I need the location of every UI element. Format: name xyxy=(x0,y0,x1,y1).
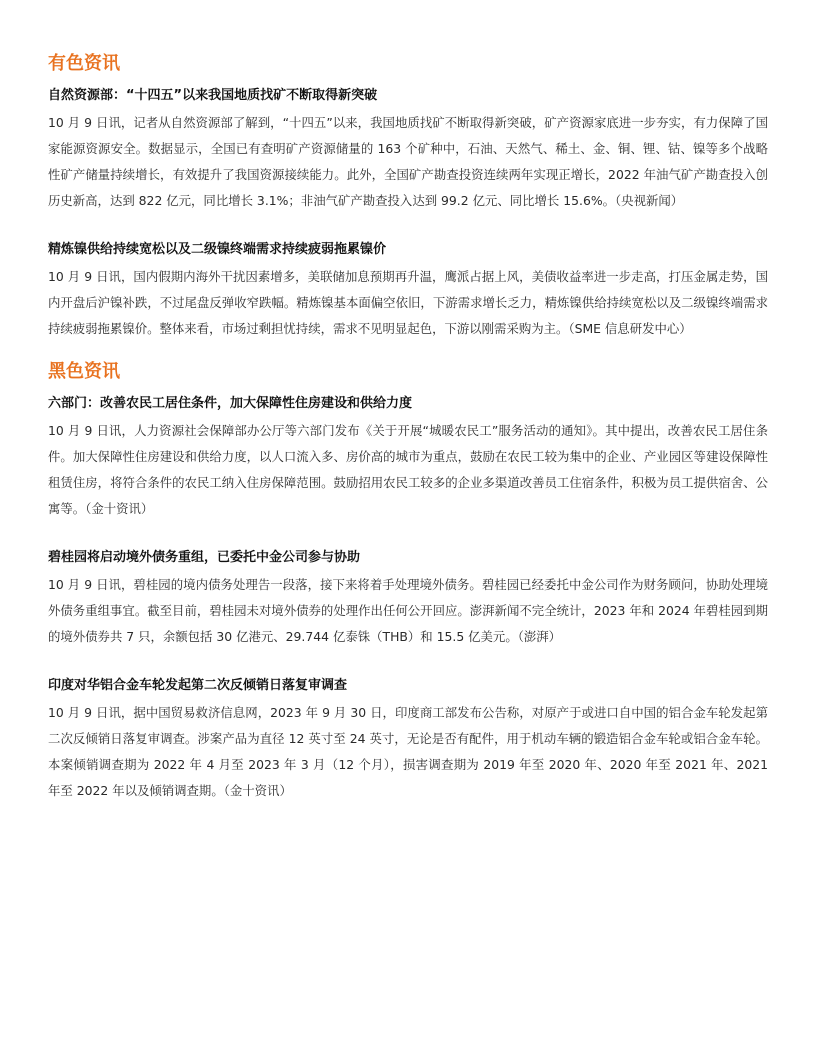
section-title-nonferrous: 有色资讯 xyxy=(48,53,120,74)
article-india-antidumping xyxy=(48,676,768,804)
article-migrant-housing xyxy=(48,394,768,522)
article-title: 六部门：改善农民工居住条件，加大保障性住房建设和供给力度 xyxy=(48,396,413,411)
article-title: 自然资源部：“十四五”以来我国地质找矿不断取得新突破 xyxy=(48,88,378,103)
spacer xyxy=(48,650,768,676)
article-body: 10 月 9 日讯，人力资源社会保障部办公厅等六部门发布《关于开展“城暖农民工”服务活动的通知》。其中提出，改善农民工居住条件。加大保障性住房建设和供给力度，以人口流入多、房价高的城市为重点，鼓励在农民工较为集中的企业、产业园区等建设保障性租赁住房，将符合条件的农民工纳入住房保障范围。鼓励招用农民工较多的企业多渠道改善员工住宿条件，积极为员工提供宿舍、公寓等。（金十资讯） xyxy=(48,423,768,516)
article-title: 碧桂园将启动境外债务重组，已委托中金公司参与协助 xyxy=(48,550,361,565)
article-title: 精炼镍供给持续宽松以及二级镍终端需求持续疲弱拖累镍价 xyxy=(48,242,387,257)
spacer xyxy=(48,214,768,240)
article-title: 印度对华铝合金车轮发起第二次反倾销日落复审调查 xyxy=(48,678,348,693)
spacer xyxy=(48,522,768,548)
article-body: 10 月 9 日讯，记者从自然资源部了解到，“十四五”以来，我国地质找矿不断取得新突破，矿产资源家底进一步夯实，有力保障了国家能源资源安全。数据显示，全国已有查明矿产资源储量的 163 个矿种中，石油、天然气、稀土、金、铜、锂、钴、镍等多个战略性矿产储量持续增长，有效提升了我国资源接续能力。此外，全国矿产勘查投资连续两年实现正增长，2022 年油气矿产勘查投入创历史新高，达到 822 亿元，同比增长 3.1%；非油气矿产勘查投入达到 99.2 亿元、同比增长 15.6%。（央视新闻） xyxy=(48,115,768,208)
article-country-garden-debt xyxy=(48,548,768,650)
article-mineral-exploration xyxy=(48,86,768,214)
document-page xyxy=(48,52,768,804)
spacer xyxy=(48,342,768,360)
article-body: 10 月 9 日讯，碧桂园的境内债务处理告一段落，接下来将着手处理境外债务。碧桂园已经委托中金公司作为财务顾问，协助处理境外债务重组事宜。截至目前，碧桂园未对境外债券的处理作出任何公开回应。澎湃新闻不完全统计，2023 年和 2024 年碧桂园到期的境外债券共 7 只，余额包括 30 亿港元、29.744 亿泰铢（THB）和 15.5 亿美元。（澎湃） xyxy=(48,577,768,644)
article-body: 10 月 9 日讯，据中国贸易救济信息网，2023 年 9 月 30 日，印度商工部发布公告称，对原产于或进口自中国的铝合金车轮发起第二次反倾销日落复审调查。涉案产品为直径 12 英寸至 24 英寸，无论是否有配件，用于机动车辆的锻造铝合金车轮或铝合金车轮。本案倾销调查期为 2022 年 4 月至 2023 年 3 月（12 个月），损害调查期为 2019 年至 2020 年、2020 年至 2021 年、2021 年至 2022 年以及倾销调查期。（金十资讯） xyxy=(48,705,768,798)
article-body: 10 月 9 日讯，国内假期内海外干扰因素增多，美联储加息预期再升温，鹰派占据上风，美债收益率进一步走高，打压金属走势，国内开盘后沪镍补跌，不过尾盘反弹收窄跌幅。精炼镍基本面偏空依旧，下游需求增长乏力，精炼镍供给持续宽松以及二级镍终端需求持续疲弱拖累镍价。整体来看，市场过剩担忧持续，需求不见明显起色，下游以刚需采购为主。（SME 信息研发中心） xyxy=(48,269,768,336)
section-title-ferrous: 黑色资讯 xyxy=(48,361,120,382)
article-nickel-price xyxy=(48,240,768,342)
